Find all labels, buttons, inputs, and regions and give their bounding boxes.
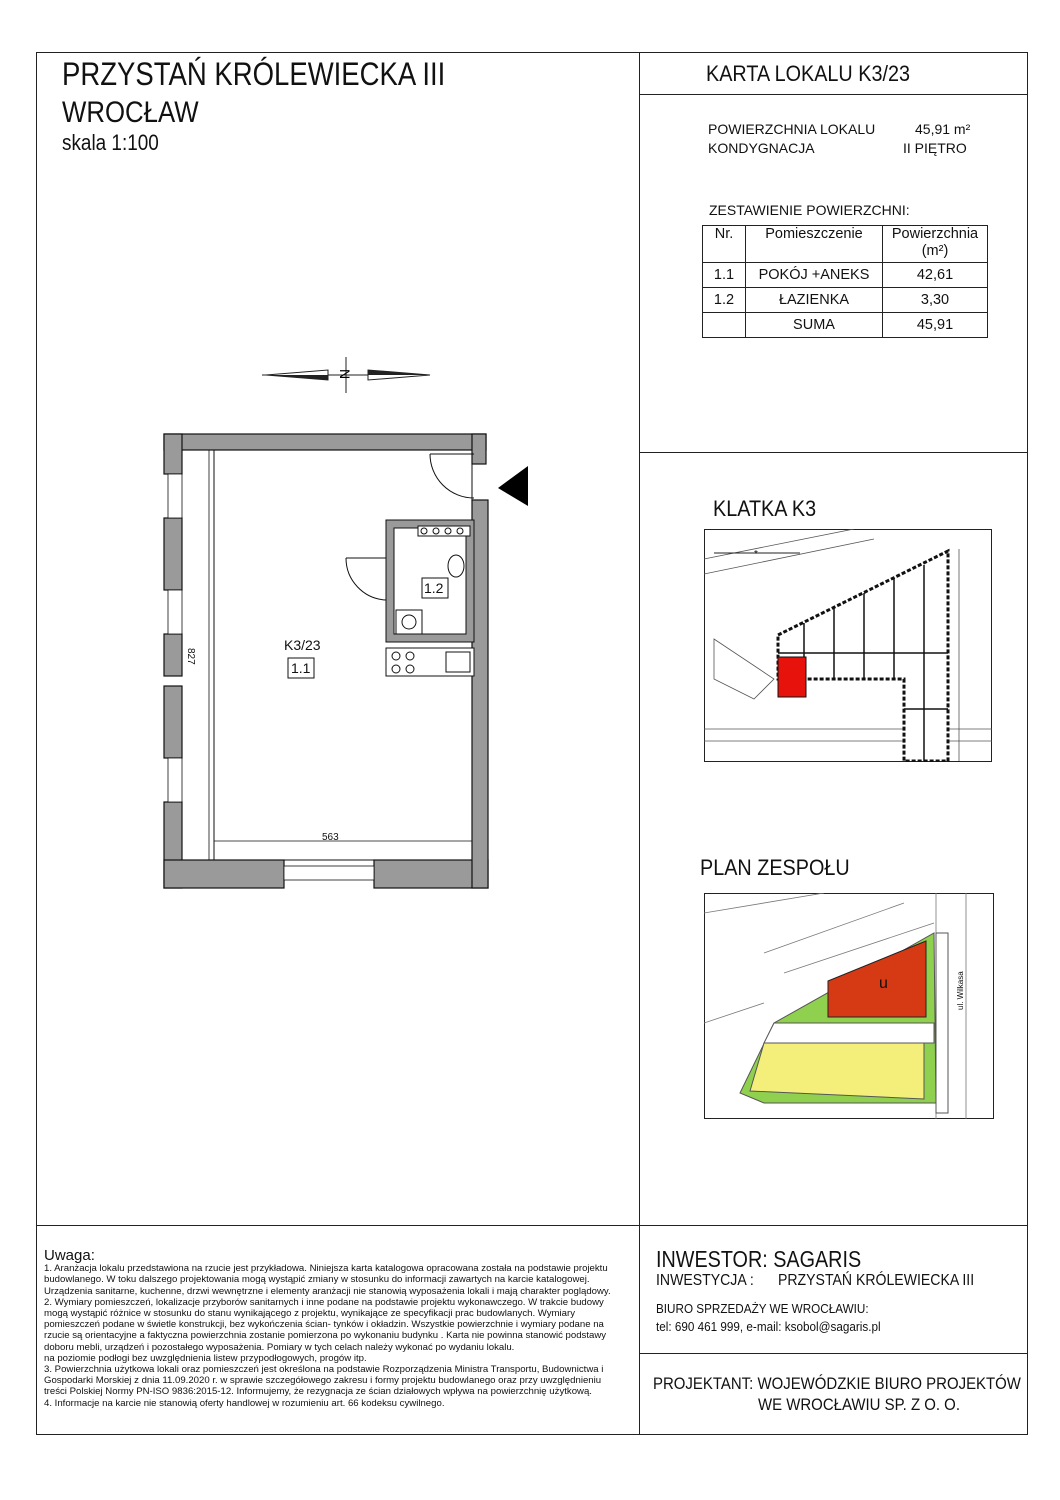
north-arrow	[258, 355, 438, 395]
row-room: SUMA	[746, 313, 883, 338]
street-name: ul. Wilkasa	[956, 971, 965, 1010]
col-room-header: Pomieszczenie	[746, 226, 883, 263]
room-1-1-label: 1.1	[291, 660, 311, 676]
note-line: 2. Wymiary pomieszczeń, lokalizacje przyborów sanitarnych i inne podane na podstawie projektu wykonawczego. W trakcie budowy	[44, 1296, 604, 1308]
stair-section-title: KLATKA K3	[713, 496, 817, 521]
entrance-marker	[498, 466, 528, 506]
designer-line1: PROJEKTANT: WOJEWÓDZKIE BIURO PROJEKTÓW	[653, 1374, 1021, 1393]
investment-label: INWESTYCJA :	[656, 1272, 754, 1289]
scale-label: skala 1:100	[62, 130, 159, 155]
site-marker: u	[879, 975, 888, 992]
designer-line2: WE WROCŁAWIU SP. Z O. O.	[758, 1395, 960, 1414]
vertical-divider	[639, 52, 640, 1435]
note-line: rzucie są orientacyjne a faktyczna powierzchnia zostanie pomierzona po wykonaniu budynku . Karta nie powinna stanowić podstawy	[44, 1330, 607, 1342]
row-area: 42,61	[883, 263, 988, 288]
note-line: 1. Aranżacja lokalu przedstawiona na rzucie jest przykładowa. Niniejsza karta katalogowa opracowana została na podstawie projektu	[44, 1263, 608, 1275]
col-area-header-line2: (m²)	[921, 243, 949, 259]
divider-bottom	[36, 1225, 1028, 1226]
dimension-horizontal: 563	[322, 832, 339, 843]
col-area-header	[883, 226, 988, 263]
contact-info: tel: 690 461 999, e-mail: ksobol@sagaris.pl	[656, 1319, 881, 1334]
note-line: 4. Informacje na karcie nie stanowią oferty handlowej w rozumieniu art. 66 kodeksu cywilnego.	[44, 1397, 445, 1409]
room-1-2-label: 1.2	[424, 580, 444, 596]
divider-designer	[639, 1353, 1028, 1354]
row-area: 45,91	[883, 313, 988, 338]
row-nr	[703, 313, 746, 338]
sales-office-label: BIURO SPRZEDAŻY WE WROCŁAWIU:	[656, 1301, 869, 1316]
floor-value: II PIĘTRO	[903, 140, 967, 156]
row-room: POKÓJ +ANEKS	[746, 263, 883, 288]
row-area: 3,30	[883, 288, 988, 313]
card-title: KARTA LOKALU K3/23	[706, 61, 910, 86]
unit-highlight	[778, 657, 806, 697]
note-line: pomieszczeń podane w świetle konstrukcji, bez wykończenia ścian- tynków i okładzin. Wszystkie powierzchnie i wymiary podane na	[44, 1319, 604, 1331]
note-line: treści Polskiej Normy PN-ISO 9836:2015-12. Informujemy, że rezygnacja ze ścian działowych wpływa na powierzchnię użytkową.	[44, 1386, 592, 1398]
note-line: na poziomie podłogi bez uwzględnienia listew przypodłogowych, progów itp.	[44, 1352, 367, 1364]
note-line: 3. Powierzchnia użytkowa lokali oraz pomieszczeń jest określona na podstawie Rozporządzenia Ministra Transportu, Budownictwa i	[44, 1364, 604, 1376]
dimension-vertical: 827	[185, 648, 196, 665]
row-nr: 1.2	[703, 288, 746, 313]
note-line: mogą wystąpić różnice w stosunku do stanu wynikającego z projektu, wynikające ze specyfikacji prac budowlanych. Wymiary	[44, 1308, 576, 1320]
stair-plan-map	[704, 529, 992, 762]
note-line: Urządzenia sanitarne, kuchenne, drzwi wewnętrzne i elementy aranżacji nie stanowią wyposażenia lokali i mają charakter poglądowy.	[44, 1285, 611, 1297]
row-room: ŁAZIENKA	[746, 288, 883, 313]
table-row-total	[703, 313, 988, 338]
unit-label: K3/23	[284, 637, 321, 653]
area-label: POWIERZCHNIA LOKALU	[708, 121, 876, 137]
project-name: PRZYSTAŃ KRÓLEWIECKA III	[62, 56, 446, 92]
col-nr-header: Nr.	[703, 226, 746, 263]
note-line: budowlanego. W toku dalszego projektowania mogą wystąpić zmiany w stosunku do informacji zawartych na karcie katalogowej.	[44, 1274, 590, 1286]
north-letter: N	[337, 369, 353, 380]
area-value: 45,91 m²	[915, 121, 971, 137]
investment-value: PRZYSTAŃ KRÓLEWIECKA III	[778, 1272, 975, 1289]
col-area-header-line1: Powierzchnia	[891, 226, 979, 242]
site-section-title: PLAN ZESPOŁU	[700, 855, 850, 880]
floor-plan	[160, 430, 530, 895]
table-header-row	[703, 226, 988, 263]
table-row	[703, 288, 988, 313]
divider-card-title	[639, 94, 1028, 95]
row-nr: 1.1	[703, 263, 746, 288]
notes-block	[44, 1247, 634, 1409]
note-line: doboru mebli, urządzeń i pozostałego wyposażenia. Pomiary w tych celach należy wykonać po wydaniu lokalu.	[44, 1341, 515, 1353]
divider-info	[639, 452, 1028, 453]
site-plan-map	[704, 893, 994, 1119]
investor-line: INWESTOR: SAGARIS	[656, 1246, 862, 1272]
notes-heading: Uwaga:	[44, 1247, 95, 1264]
city-name: WROCŁAW	[62, 96, 199, 129]
floor-label: KONDYGNACJA	[708, 140, 815, 156]
areas-table-title: ZESTAWIENIE POWIERZCHNI:	[709, 202, 910, 218]
table-row	[703, 263, 988, 288]
areas-table	[702, 225, 988, 338]
svg-text:*: *	[754, 549, 758, 560]
note-line: Gospodarki Morskiej z dnia 11.09.2020 r. w sprawie szczegółowego zakresu i formy projektu budowlanego oraz przy uwzględnieniu	[44, 1375, 602, 1387]
